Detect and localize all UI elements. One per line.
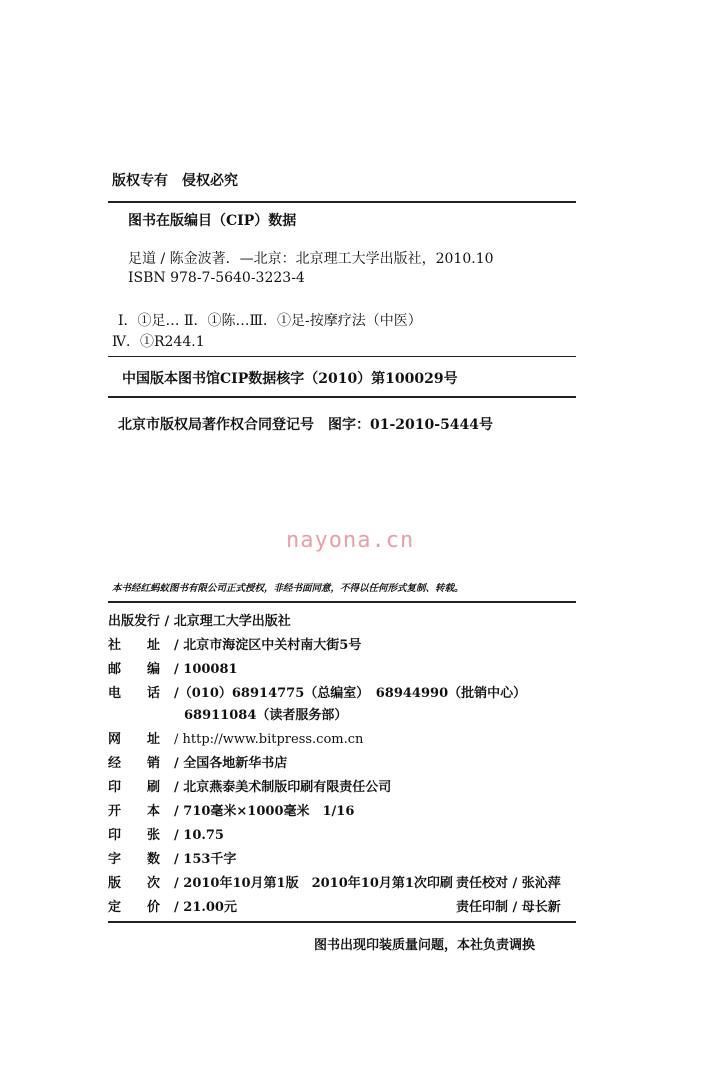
price-value: / 21.00元 <box>174 900 237 915</box>
cip-bottom-rule <box>108 396 576 398</box>
license-note: 本书经红蚂蚁图书有限公司正式授权，非经书面同意，不得以任何形式复制、转载。 <box>112 583 464 594</box>
words-row <box>108 848 236 867</box>
phone-value-2: 68911084（读者服务部） <box>184 708 348 723</box>
proofreader: 责任校对 / 张沁萍 <box>456 876 561 891</box>
edition-value: / 2010年10月第1版 2010年10月第1次印刷 <box>174 876 453 891</box>
watermark: nayona.cn <box>286 528 415 553</box>
web-row <box>108 728 363 747</box>
postcode-row <box>108 658 238 677</box>
address-value: / 北京市海淀区中关村南大街5号 <box>174 638 362 653</box>
format-value: / 710毫米×1000毫米 1/16 <box>174 804 355 819</box>
sheets-label: 印 张 <box>108 828 161 843</box>
web-label: 网 址 <box>108 732 161 747</box>
copyright-registration: 北京市版权局著作权合同登记号 图字：01-2010-5444号 <box>118 417 494 433</box>
publication-top-rule <box>108 601 576 603</box>
format-label: 开 本 <box>108 804 161 819</box>
address-row <box>108 634 361 653</box>
words-value: / 153千字 <box>174 852 237 867</box>
price-label: 定 价 <box>108 900 161 915</box>
distributor-row <box>108 752 287 771</box>
price-row <box>108 896 237 915</box>
footer-note: 图书出现印装质量问题，本社负责调换 <box>314 938 536 953</box>
cip-rule <box>108 356 576 357</box>
subjects-line-1: Ⅰ．①足… Ⅱ．①陈…Ⅲ．①足-按摩疗法（中医） <box>118 313 422 329</box>
address-label: 社 址 <box>108 638 161 653</box>
printer-row <box>108 776 391 795</box>
format-row <box>108 800 354 819</box>
phone-value-1: /（010）68914775（总编室） 68944990（批销中心） <box>174 686 527 701</box>
web-value: / http://www.bitpress.com.cn <box>174 732 364 747</box>
subjects-line-2: Ⅳ．①R244.1 <box>112 334 205 350</box>
copyright-notice: 版权专有 侵权必究 <box>112 173 238 189</box>
isbn: ISBN 978-7-5640-3223-4 <box>128 270 305 286</box>
print-editor: 责任印制 / 母长新 <box>456 900 561 915</box>
sheets-row <box>108 824 224 843</box>
publisher-row: 出版发行 / 北京理工大学出版社 <box>108 614 291 629</box>
printer-value: / 北京燕泰美术制版印刷有限责任公司 <box>174 780 392 795</box>
printer-label: 印 刷 <box>108 780 161 795</box>
postcode-label: 邮 编 <box>108 662 161 677</box>
edition-row <box>108 872 453 891</box>
phone-label: 电 话 <box>108 686 161 701</box>
cip-entry-line: 足道 / 陈金波著．—北京：北京理工大学出版社，2010.10 <box>128 251 494 267</box>
distributor-label: 经 销 <box>108 756 161 771</box>
distributor-value: / 全国各地新华书店 <box>174 756 288 771</box>
cip-number: 中国版本图书馆CIP数据核字（2010）第100029号 <box>122 371 458 387</box>
phone-row <box>108 682 526 701</box>
publication-bottom-rule <box>108 921 576 923</box>
sheets-value: / 10.75 <box>174 828 224 843</box>
words-label: 字 数 <box>108 852 161 867</box>
cip-title: 图书在版编目（CIP）数据 <box>128 213 297 229</box>
postcode-value: / 100081 <box>174 662 238 677</box>
edition-label: 版 次 <box>108 876 161 891</box>
top-rule <box>108 201 576 203</box>
